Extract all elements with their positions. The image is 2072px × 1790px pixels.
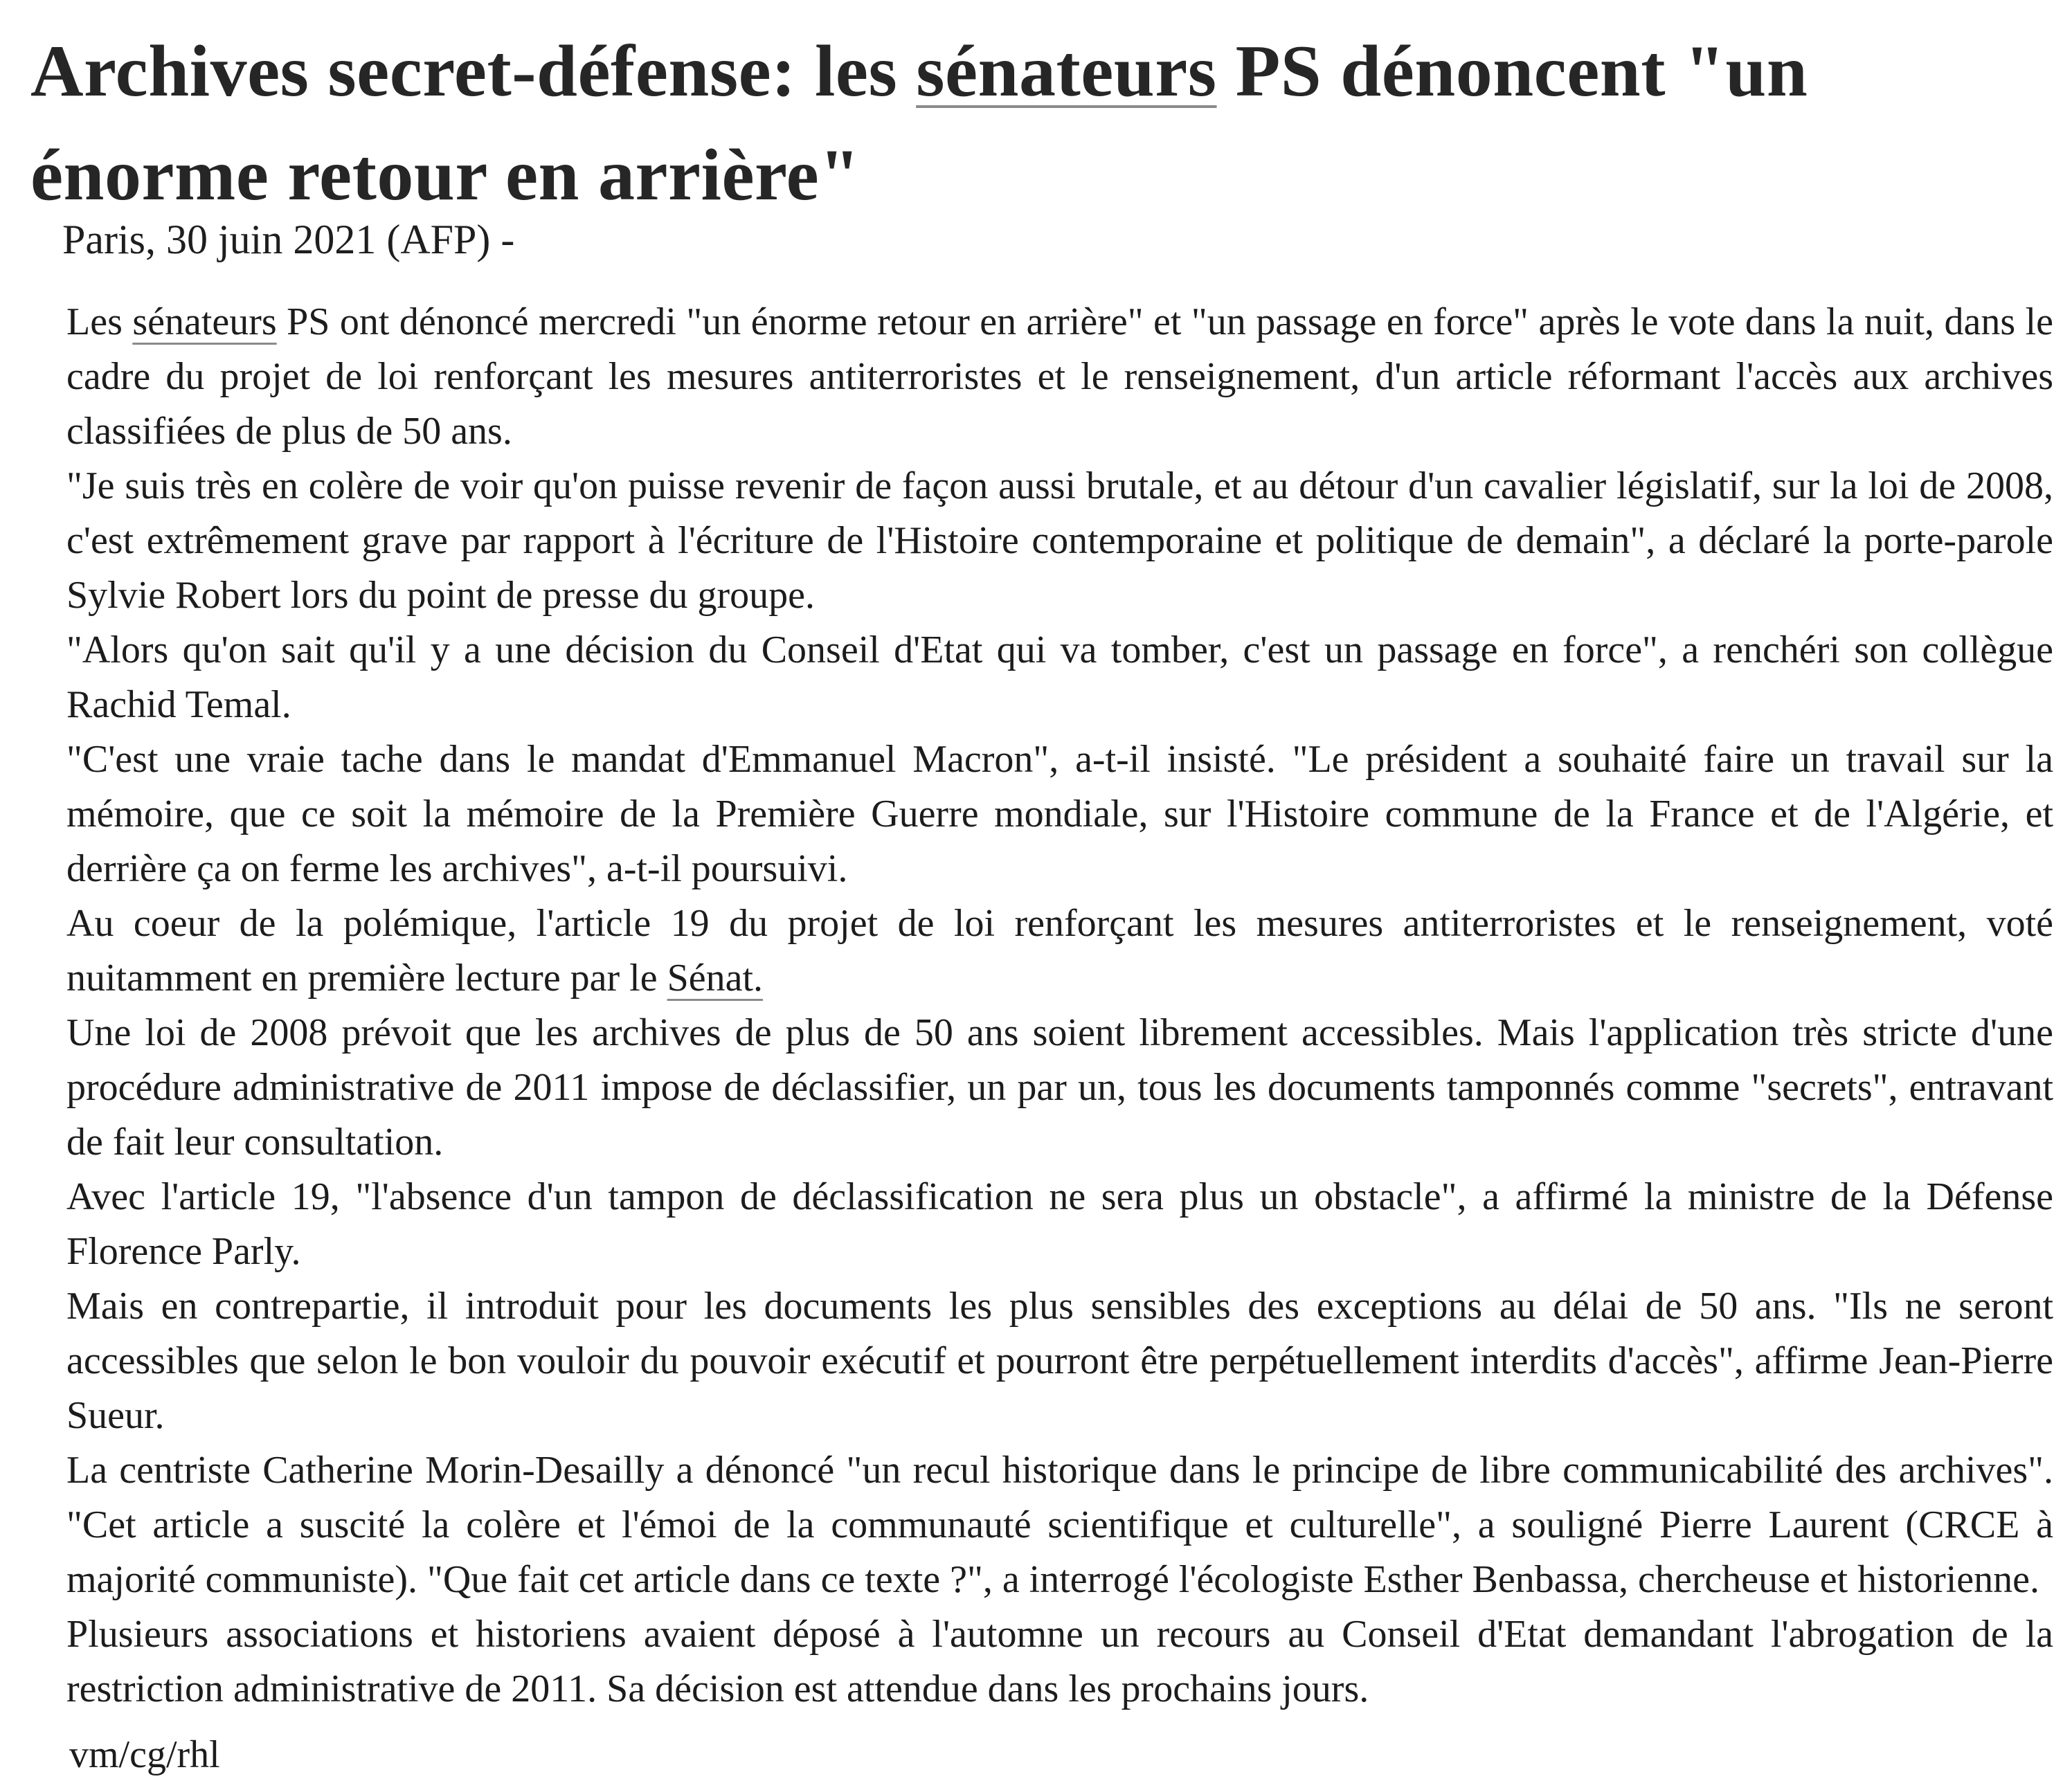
headline bbox=[30, 19, 2038, 227]
headline-text-start: Archives secret-défense: les bbox=[30, 30, 917, 111]
paragraph-7: Avec l'article 19, "l'absence d'un tampon de déclassification ne sera plus un obstacle", a affirmé la ministre de la Défense Florence Parly. bbox=[66, 1175, 2053, 1273]
paragraph-1-rest: PS ont dénoncé mercredi "un énorme retour en arrière" et "un passage en force" après le vote dans la nuit, dans le cadre du projet de loi renforçant les mesures antiterroristes et le renseignement, d'un article réformant l'accès aux archives classifiées de plus de 50 ans. bbox=[66, 300, 2053, 453]
author-initials: vm/cg/rhl bbox=[69, 1733, 220, 1776]
paragraph-4: "C'est une vraie tache dans le mandat d'Emmanuel Macron", a-t-il insisté. "Le président a souhaité faire un travail sur la mémoire, que ce soit la mémoire de la Première Guerre mondiale, sur l'Histoire commune de la France et de l'Algérie, et derrière ça on ferme les archives", a-t-il poursuivi. bbox=[66, 738, 2053, 890]
link-senateurs[interactable]: sénateurs bbox=[132, 300, 277, 343]
article-body bbox=[66, 295, 2053, 1717]
paragraph-9: La centriste Catherine Morin-Desailly a dénoncé "un recul historique dans le principe de libre communicabilité des archives". "Cet article a suscité la colère et l'émoi de la communauté scientifique et culturelle", a souligné Pierre Laurent (CRCE à majorité communiste). "Que fait cet article dans ce texte ?", a interrogé l'écologiste Esther Benbassa, chercheuse et historienne. bbox=[66, 1449, 2053, 1601]
paragraph-1 bbox=[66, 295, 2053, 459]
link-senat[interactable]: Sénat. bbox=[667, 957, 764, 1000]
paragraph-10: Plusieurs associations et historiens avaient déposé à l'automne un recours au Conseil d'Etat demandant l'abrogation de la restriction administrative de 2011. Sa décision est attendue dans les prochains jours. bbox=[66, 1613, 2053, 1710]
dateline: Paris, 30 juin 2021 (AFP) - bbox=[62, 217, 515, 262]
paragraph-2: "Je suis très en colère de voir qu'on puisse revenir de façon aussi brutale, et au détour d'un cavalier législatif, sur la loi de 2008, c'est extrêmement grave par rapport à l'écriture de l'Histoire contemporaine et politique de demain", a déclaré la porte-parole Sylvie Robert lors du point de presse du groupe. bbox=[66, 464, 2053, 617]
paragraph-1-start: Les bbox=[66, 300, 133, 343]
paragraph-3: "Alors qu'on sait qu'il y a une décision du Conseil d'Etat qui va tomber, c'est un passage en force", a renchéri son collègue Rachid Temal. bbox=[66, 629, 2053, 726]
paragraph-5 bbox=[66, 896, 2053, 1006]
headline-text-end: PS dénoncent "un énorme retour en arrière" bbox=[30, 30, 1808, 215]
paragraph-5-start: Au coeur de la polémique, l'article 19 du projet de loi renforçant les mesures antiterroristes et le renseignement, voté nuitamment en première lecture par le bbox=[66, 902, 2053, 1000]
paragraph-6: Une loi de 2008 prévoit que les archives de plus de 50 ans soient librement accessibles. Mais l'application très stricte d'une procédure administrative de 2011 impose de déclassifier, un par un, tous les documents tamponnés comme "secrets", entravant de fait leur consultation. bbox=[66, 1011, 2053, 1164]
headline-link-senateurs[interactable]: sénateurs bbox=[916, 30, 1217, 111]
paragraph-8: Mais en contrepartie, il introduit pour les documents les plus sensibles des exceptions au délai de 50 ans. "Ils ne seront accessibles que selon le bon vouloir du pouvoir exécutif et pourront être perpétuellement interdits d'accès", affirme Jean-Pierre Sueur. bbox=[66, 1285, 2053, 1437]
